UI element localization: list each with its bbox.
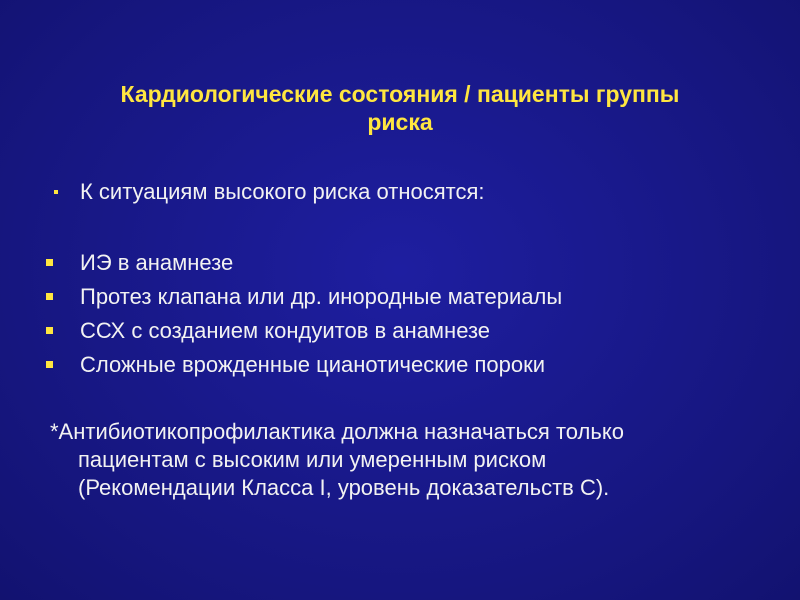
footnote-line-3: (Рекомендации Класса I, уровень доказательств С).: [78, 475, 610, 500]
bullet-square-icon: [46, 361, 53, 368]
risk-list-item: [46, 280, 562, 314]
risk-list-item-text: Протез клапана или др. инородные материалы: [80, 284, 563, 309]
intro-text: К ситуациям высокого риска относятся:: [80, 179, 485, 204]
risk-list-item: [46, 314, 562, 348]
bullet-square-icon: [46, 327, 53, 334]
risk-list-item-text: ИЭ в анамнезе: [80, 250, 234, 275]
slide-title: [40, 80, 760, 136]
risk-list-item: [46, 246, 562, 280]
footnote: [50, 418, 770, 502]
intro-bullet: [54, 178, 485, 206]
risk-list-item: [46, 348, 562, 382]
bullet-dot-icon: [54, 190, 58, 194]
risk-list-item-text: ССХ с созданием кондуитов в анамнезе: [80, 318, 491, 343]
bullet-square-icon: [46, 259, 53, 266]
slide-title-line-1: Кардиологические состояния / пациенты группы: [120, 81, 680, 107]
slide-title-line-2: риска: [367, 109, 433, 135]
risk-list: [46, 246, 562, 382]
footnote-line-2: пациентам с высоким или умеренным риском: [78, 447, 547, 472]
footnote-line-1: *Антибиотикопрофилактика должна назначаться только: [50, 419, 624, 444]
risk-list-item-text: Сложные врожденные цианотические пороки: [80, 352, 546, 377]
bullet-square-icon: [46, 293, 53, 300]
